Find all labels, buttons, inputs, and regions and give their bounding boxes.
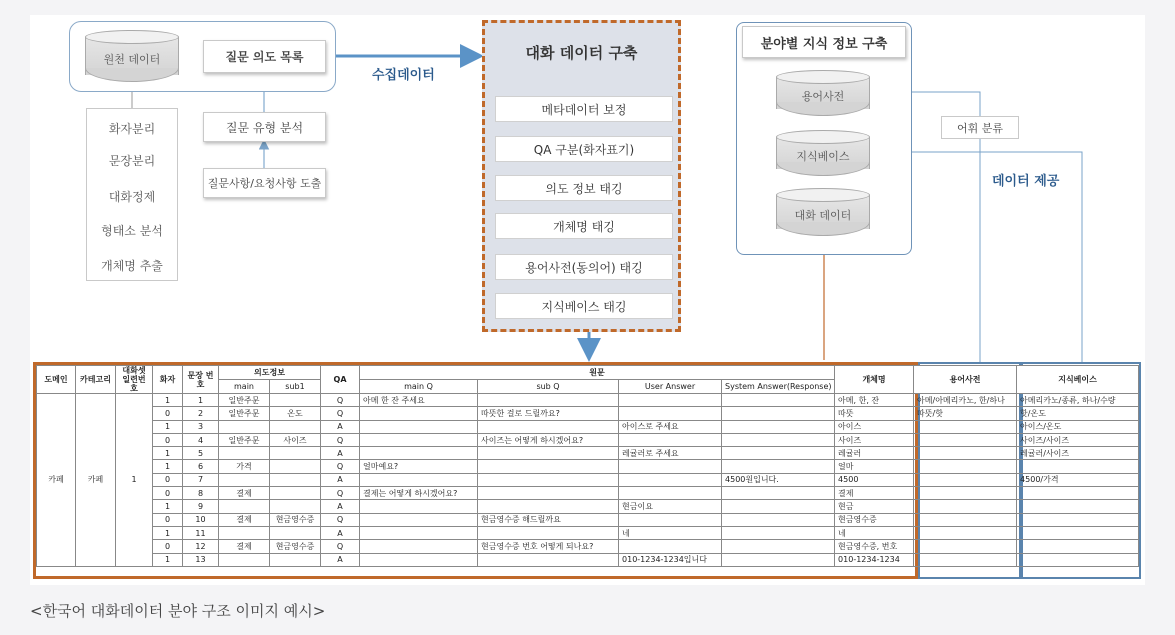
cell-main-q: 얼마예요? [360,460,478,473]
table-row [37,487,1139,500]
cell-no: 12 [183,540,219,553]
cell-main: 결제 [219,513,270,526]
cell-vocab [914,513,1017,526]
dialog-db-label: 대화 데이터 [794,209,852,222]
cell-kb: 아이스/온도 [1017,420,1139,433]
cell-main-q [360,473,478,486]
cell-no: 8 [183,487,219,500]
table-row [37,513,1139,526]
cell-kb [1017,553,1139,566]
cell-vocab [914,553,1017,566]
cell-main: 결제 [219,540,270,553]
cell-no: 10 [183,513,219,526]
cell-kb [1017,460,1139,473]
cell-main-q [360,500,478,513]
source-db-label: 원천 데이터 [103,53,161,66]
cell-qa: Q [321,407,360,420]
th-domain: 도메인 [37,366,76,394]
cell-no: 6 [183,460,219,473]
cell-speaker: 1 [153,500,183,513]
step-metadata: 메타데이터 보정 [495,96,673,122]
cell-vocab [914,487,1017,500]
cell-sub1: 온도 [270,407,321,420]
cell-speaker: 1 [153,420,183,433]
cell-sub-q: 따뜻한 걸로 드릴까요? [478,407,619,420]
cell-vocab [914,473,1017,486]
preprocess-item: 대화정제 [108,190,156,204]
table-row [37,500,1139,513]
cell-sub1 [270,473,321,486]
cell-system [722,540,835,553]
figure-caption: <한국어 대화데이터 분야 구조 이미지 예시> [30,602,326,620]
preprocess-item: 화자분리 [108,122,156,136]
vocab-classify-label: 어휘 분류 [956,121,1003,135]
cell-system [722,500,835,513]
cell-main [219,473,270,486]
type-analysis-box [203,112,326,142]
cell-sub-q [478,473,619,486]
cell-speaker: 0 [153,513,183,526]
cell-sub1 [270,553,321,566]
cell-sub-q: 사이즈는 어떻게 하시겠어요? [478,433,619,446]
cell-qa: Q [321,460,360,473]
provide-data-label: 데이터 제공 [992,174,1060,189]
cell-main-q [360,407,478,420]
table-row [37,420,1139,433]
cell-qa: A [321,447,360,460]
cell-user [619,473,722,486]
th-sub1: sub1 [270,380,321,394]
cell-sub1 [270,460,321,473]
intent-list-label: 질문 의도 목록 [225,50,304,64]
cell-main-q [360,513,478,526]
cell-main: 결제 [219,487,270,500]
cell-kb [1017,500,1139,513]
cell-main [219,500,270,513]
cell-sub-q [478,394,619,407]
cell-qa: Q [321,394,360,407]
cell-main-q: 결제는 어떻게 하시겠어요? [360,487,478,500]
th-vocab: 용어사전 [914,366,1017,394]
step-qa: QA 구분(화자표기) [495,136,673,162]
cell-main-q [360,526,478,539]
cell-sub-q: 현금영수증 번호 어떻게 되나요? [478,540,619,553]
cell-main [219,553,270,566]
cell-vocab: 따뜻/핫 [914,407,1017,420]
cell-kb [1017,487,1139,500]
cell-system [722,487,835,500]
cell-no: 7 [183,473,219,486]
cell-user: 현금이요 [619,500,722,513]
table-row [37,460,1139,473]
cell-kb: 핫/온도 [1017,407,1139,420]
cell-main-q [360,553,478,566]
th-intent: 의도정보 [219,366,321,380]
cell-user [619,513,722,526]
table-row [37,447,1139,460]
cell-user: 010-1234-1234입니다 [619,553,722,566]
step-intent: 의도 정보 태깅 [495,175,673,201]
table-row [37,540,1139,553]
cell-speaker: 1 [153,447,183,460]
dialog-data-table [36,365,1139,567]
cell-entity: 결제 [835,487,914,500]
cell-entity: 사이즈 [835,433,914,446]
cell-vocab [914,433,1017,446]
cell-vocab [914,460,1017,473]
cell-kb: 4500/가격 [1017,473,1139,486]
th-kb: 지식베이스 [1017,366,1139,394]
cell-no: 4 [183,433,219,446]
cell-speaker: 1 [153,553,183,566]
cell-main: 일반주문 [219,407,270,420]
th-system-answer: System Answer(Response) [722,380,835,394]
cell-system [722,420,835,433]
cell-no: 5 [183,447,219,460]
cell-speaker: 0 [153,487,183,500]
source-db-cylinder [85,30,179,82]
cell-system [722,407,835,420]
dialog-db-cylinder [776,188,870,236]
type-analysis-label: 질문 유형 분석 [225,120,304,135]
derive-box [203,168,326,198]
cell-system [722,513,835,526]
cell-system [722,394,835,407]
cell-system: 4500원입니다. [722,473,835,486]
cell-no: 13 [183,553,219,566]
vocab-db-label: 용어사전 [801,90,845,103]
cell-sub1 [270,526,321,539]
th-original: 원문 [360,366,835,380]
domain-cell: 카페 [37,394,76,567]
collect-data-label: 수집데이터 [372,68,435,83]
cell-sub1: 현금영수증 [270,513,321,526]
kb-db-cylinder [776,130,870,176]
cell-qa: A [321,526,360,539]
th-user-answer: User Answer [619,380,722,394]
cell-vocab [914,447,1017,460]
cell-user: 네 [619,526,722,539]
cell-entity: 얼마 [835,460,914,473]
dialog-id-cell: 1 [116,394,153,567]
category-cell: 카페 [76,394,116,567]
cell-entity: 아메, 한, 잔 [835,394,914,407]
cell-entity: 현금영수증 [835,513,914,526]
cell-user: 아이스로 주세요 [619,420,722,433]
table-row [37,394,1139,407]
cell-kb [1017,526,1139,539]
table-row [37,433,1139,446]
cell-sub1 [270,447,321,460]
cell-sub1 [270,420,321,433]
table-row [37,553,1139,566]
cell-kb: 아메리카노/종류, 하나/수량 [1017,394,1139,407]
th-speaker: 화자 [153,366,183,394]
cell-user [619,433,722,446]
cell-main [219,526,270,539]
cell-sub-q: 현금영수증 해드릴까요 [478,513,619,526]
cell-sub-q [478,487,619,500]
cell-entity: 4500 [835,473,914,486]
cell-qa: A [321,553,360,566]
cell-no: 9 [183,500,219,513]
cell-user [619,460,722,473]
cell-qa: A [321,500,360,513]
cell-user: 레귤러로 주세요 [619,447,722,460]
cell-speaker: 0 [153,407,183,420]
cell-sub1 [270,500,321,513]
step-entity: 개체명 태깅 [495,213,673,239]
cell-user [619,540,722,553]
th-sentence-no: 문장 번호 [183,366,219,394]
cell-qa: A [321,420,360,433]
cell-system [722,553,835,566]
step-kb: 지식베이스 태깅 [495,293,673,319]
cell-main: 가격 [219,460,270,473]
cell-sub-q [478,447,619,460]
cell-main [219,447,270,460]
cell-qa: Q [321,487,360,500]
cell-system [722,460,835,473]
cell-entity: 현금영수증, 번호 [835,540,914,553]
cell-qa: Q [321,433,360,446]
cell-system [722,433,835,446]
cell-speaker: 0 [153,473,183,486]
th-qa: QA [321,366,360,394]
cell-main-q [360,447,478,460]
cell-sub-q [478,460,619,473]
intent-list-box [203,40,326,73]
cell-sub-q [478,553,619,566]
cell-entity: 010-1234-1234 [835,553,914,566]
cell-entity: 따뜻 [835,407,914,420]
cell-system [722,526,835,539]
cell-system [722,447,835,460]
table-row [37,526,1139,539]
cell-main-q: 아메 한 잔 주세요 [360,394,478,407]
cell-qa: Q [321,540,360,553]
cell-kb: 레귤러/사이즈 [1017,447,1139,460]
cell-speaker: 0 [153,540,183,553]
cell-vocab [914,540,1017,553]
cell-no: 3 [183,420,219,433]
cell-speaker: 1 [153,526,183,539]
cell-speaker: 1 [153,394,183,407]
cell-kb [1017,540,1139,553]
cell-vocab: 아메/아메리카노, 한/하나 [914,394,1017,407]
cell-speaker: 1 [153,460,183,473]
cell-qa: Q [321,513,360,526]
th-main-q: main Q [360,380,478,394]
cell-no: 1 [183,394,219,407]
cell-sub-q [478,526,619,539]
vocab-db-cylinder [776,70,870,116]
preprocess-item: 문장분리 [108,154,156,168]
cell-user [619,407,722,420]
cell-speaker: 0 [153,433,183,446]
cell-sub1 [270,487,321,500]
cell-main: 일반주문 [219,394,270,407]
th-sub-q: sub Q [478,380,619,394]
table-row [37,473,1139,486]
th-category: 카테고리 [76,366,116,394]
derive-label: 질문사항/요청사항 도출 [207,177,322,190]
cell-main-q [360,420,478,433]
cell-sub1: 사이즈 [270,433,321,446]
cell-sub1 [270,394,321,407]
vocab-classify-box [941,116,1019,139]
cell-no: 11 [183,526,219,539]
th-entity: 개체명 [835,366,914,394]
cell-user [619,487,722,500]
knowledge-title-box [742,26,906,58]
cell-sub-q [478,500,619,513]
cell-kb: 사이즈/사이즈 [1017,433,1139,446]
th-main: main [219,380,270,394]
table-row [37,407,1139,420]
preprocess-item: 개체명 추출 [101,259,163,273]
cell-vocab [914,526,1017,539]
table-body [37,394,1139,567]
cell-main-q [360,433,478,446]
cell-entity: 현금 [835,500,914,513]
cell-sub1: 현금영수증 [270,540,321,553]
cell-entity: 레귤러 [835,447,914,460]
knowledge-title: 분야별 지식 정보 구축 [760,36,888,52]
cell-user [619,394,722,407]
cell-vocab [914,420,1017,433]
build-title: 대화 데이터 구축 [525,44,638,62]
cell-vocab [914,500,1017,513]
th-dialog-id: 대화셋 일련번호 [116,366,153,394]
cell-qa: A [321,473,360,486]
cell-entity: 네 [835,526,914,539]
cell-entity: 아이스 [835,420,914,433]
cell-main: 일반주문 [219,433,270,446]
cell-sub-q [478,420,619,433]
kb-db-label: 지식베이스 [796,150,850,163]
cell-main-q [360,540,478,553]
preprocess-item: 형태소 분석 [101,224,163,238]
step-vocab: 용어사전(동의어) 태깅 [495,254,673,280]
cell-kb [1017,513,1139,526]
cell-no: 2 [183,407,219,420]
cell-main [219,420,270,433]
